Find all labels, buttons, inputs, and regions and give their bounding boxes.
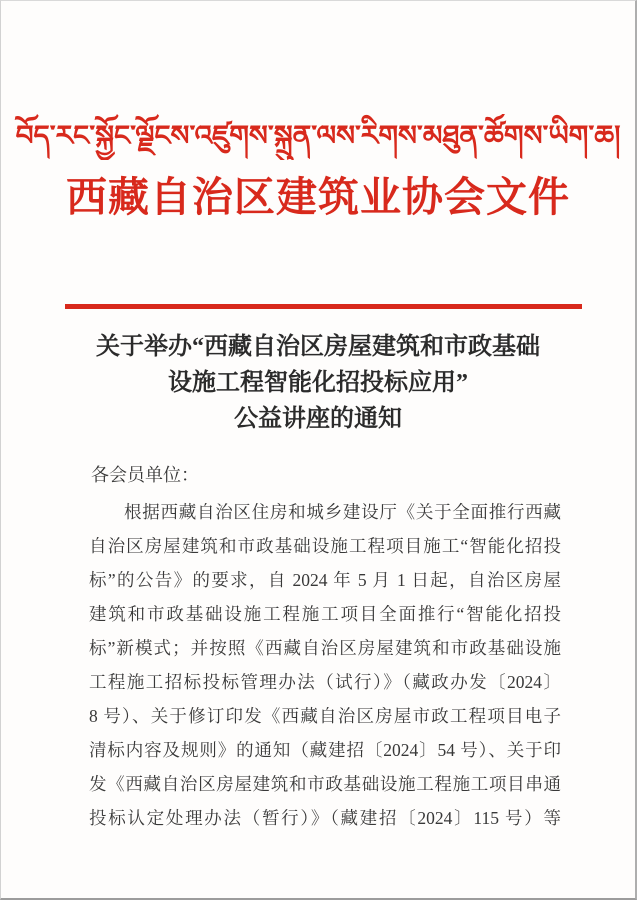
body-paragraph: [89, 495, 561, 835]
paragraph-line: 根据西藏自治区住房和城乡建设厅《关于全面推行西藏: [124, 502, 561, 522]
salutation-text: 各会员单位：: [91, 465, 199, 485]
paragraph-line: 标”的公告》的要求，自 2024 年 5 月 1 日起，自治区房屋: [89, 570, 561, 590]
paragraph-line: 工程施工招标投标管理办法（试行）》（藏政办发〔2024〕: [89, 672, 561, 692]
document-title-line-1: 关于举办“西藏自治区房屋建筑和市政基础: [96, 334, 540, 360]
red-divider-line: [65, 304, 582, 309]
document-title: [41, 329, 595, 437]
document-title-line-3: 公益讲座的通知: [234, 406, 402, 432]
paragraph-line: 建筑和市政基础设施工程施工项目全面推行“智能化招投: [89, 604, 561, 624]
org-document-title: 西藏自治区建筑业协会文件: [66, 174, 570, 220]
paragraph-line: 发《西藏自治区房屋建筑和市政基础设施工程施工项目串通: [89, 774, 561, 794]
document-title-line-2: 设施工程智能化招投标应用”: [168, 370, 468, 396]
paragraph-line: 自治区房屋建筑和市政基础设施工程项目施工“智能化招投: [89, 536, 561, 556]
tibetan-masthead-text: བོད་རང་སྐྱོང་ལྗོངས་འཛུགས་སྐྲུན་ལས་རིགས་མཐུན་ཚོགས་ཡིག་ཆ།: [15, 121, 621, 152]
paragraph-line: 投标认定处理办法（暂行）》（藏建招〔2024〕115 号）等: [89, 808, 561, 828]
paragraph-line: 清标内容及规则》的通知（藏建招〔2024〕54 号）、关于印: [89, 740, 561, 760]
paragraph-line: 标”新模式；并按照《西藏自治区房屋建筑和市政基础设施: [89, 638, 561, 658]
paragraph-line: 8 号）、关于修订印发《西藏自治区房屋市政工程项目电子: [89, 706, 561, 726]
